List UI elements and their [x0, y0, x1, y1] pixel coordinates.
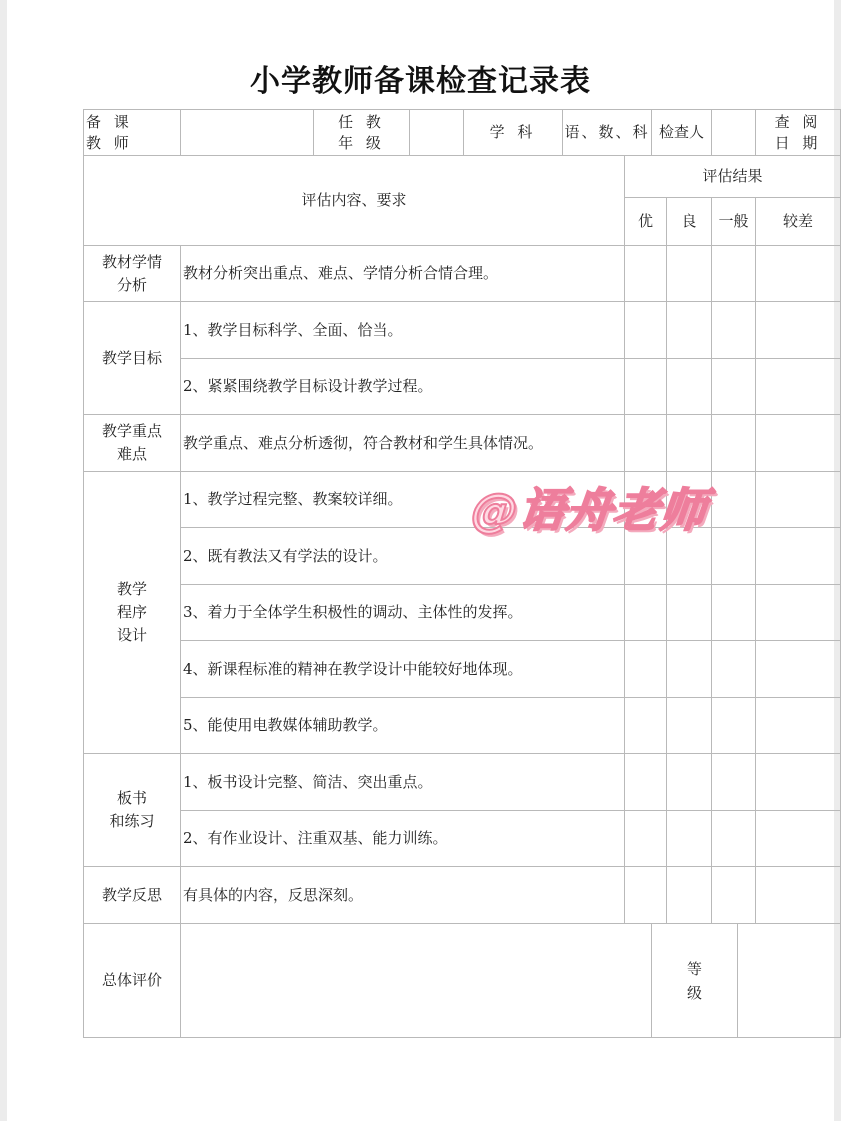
content-header: 评估内容、要求	[84, 156, 625, 246]
rating-cell-average[interactable]	[712, 246, 756, 302]
subject-value[interactable]: 语、数、科	[563, 110, 652, 156]
category-cell: 教学重点 难点	[84, 415, 181, 472]
rating-header-poor: 较差	[756, 198, 841, 246]
rating-cell-good[interactable]	[667, 811, 712, 867]
rating-cell-excellent[interactable]	[625, 754, 667, 811]
criterion-cell: 4、新课程标准的精神在教学设计中能较好地体现。	[181, 641, 625, 698]
criterion-cell: 教材分析突出重点、难点、学情分析合情合理。	[181, 246, 625, 302]
table-row	[84, 641, 841, 698]
table-row	[84, 698, 841, 754]
rating-cell-average[interactable]	[712, 641, 756, 698]
rating-cell-good[interactable]	[667, 415, 712, 472]
rating-cell-good[interactable]	[667, 754, 712, 811]
rating-cell-excellent[interactable]	[625, 585, 667, 641]
rating-cell-average[interactable]	[712, 698, 756, 754]
criterion-cell: 2、紧紧围绕教学目标设计教学过程。	[181, 359, 625, 415]
rating-cell-poor[interactable]	[756, 811, 841, 867]
criterion-cell: 3、着力于全体学生积极性的调动、主体性的发挥。	[181, 585, 625, 641]
rating-cell-average[interactable]	[712, 585, 756, 641]
table-head-row	[84, 156, 841, 198]
rating-cell-excellent[interactable]	[625, 811, 667, 867]
criterion-cell: 1、教学过程完整、教案较详细。	[181, 472, 625, 528]
grade-label: 任 教 年 级	[314, 110, 410, 156]
rating-cell-average[interactable]	[712, 415, 756, 472]
rating-cell-average[interactable]	[712, 754, 756, 811]
page-title: 小学教师备课检查记录表	[250, 64, 591, 99]
category-cell: 教学目标	[84, 302, 181, 415]
watermark-text: @语舟老师	[469, 483, 710, 537]
rating-cell-poor[interactable]	[756, 246, 841, 302]
table-row	[84, 359, 841, 415]
overall-grade-label: 等 级	[652, 924, 738, 1038]
inspector-label: 检查人	[652, 110, 712, 156]
rating-cell-good[interactable]	[667, 641, 712, 698]
rating-cell-excellent[interactable]	[625, 359, 667, 415]
rating-cell-poor[interactable]	[756, 754, 841, 811]
table-row	[84, 811, 841, 867]
criterion-cell: 有具体的内容，反思深刻。	[181, 867, 625, 924]
rating-cell-good[interactable]	[667, 359, 712, 415]
rating-cell-average[interactable]	[712, 811, 756, 867]
criterion-cell: 5、能使用电教媒体辅助教学。	[181, 698, 625, 754]
criterion-cell: 教学重点、难点分析透彻，符合教材和学生具体情况。	[181, 415, 625, 472]
overall-value[interactable]	[181, 924, 652, 1038]
rating-cell-good[interactable]	[667, 302, 712, 359]
rating-cell-excellent[interactable]	[625, 641, 667, 698]
category-cell: 教学反思	[84, 867, 181, 924]
criterion-cell: 2、有作业设计、注重双基、能力训练。	[181, 811, 625, 867]
rating-cell-poor[interactable]	[756, 359, 841, 415]
date-label: 查 阅 日 期	[756, 110, 841, 156]
criterion-cell: 1、板书设计完整、简洁、突出重点。	[181, 754, 625, 811]
rating-cell-poor[interactable]	[756, 302, 841, 359]
result-header: 评估结果	[625, 156, 841, 198]
rating-cell-good[interactable]	[667, 246, 712, 302]
teacher-value[interactable]	[181, 110, 314, 156]
rating-cell-excellent[interactable]	[625, 867, 667, 924]
rating-cell-average[interactable]	[712, 359, 756, 415]
inspector-value[interactable]	[712, 110, 756, 156]
rating-cell-excellent[interactable]	[625, 698, 667, 754]
rating-cell-average[interactable]	[712, 867, 756, 924]
rating-cell-poor[interactable]	[756, 867, 841, 924]
teacher-label: 备 课 教 师	[84, 110, 181, 156]
table-row	[84, 246, 841, 302]
table-row	[84, 302, 841, 359]
header-info-row	[84, 110, 841, 156]
rating-cell-excellent[interactable]	[625, 302, 667, 359]
grade-value[interactable]	[410, 110, 464, 156]
rating-cell-poor[interactable]	[756, 641, 841, 698]
overall-row	[84, 924, 841, 1038]
rating-header-good: 良	[667, 198, 712, 246]
rating-cell-poor[interactable]	[756, 415, 841, 472]
rating-cell-good[interactable]	[667, 585, 712, 641]
rating-cell-excellent[interactable]	[625, 246, 667, 302]
inspection-form-table	[83, 109, 841, 1038]
rating-cell-good[interactable]	[667, 698, 712, 754]
overall-label: 总体评价	[84, 924, 181, 1038]
subject-label: 学 科	[464, 110, 563, 156]
rating-header-average: 一般	[712, 198, 756, 246]
rating-cell-poor[interactable]	[756, 585, 841, 641]
overall-grade-value[interactable]	[738, 924, 841, 1038]
table-row	[84, 754, 841, 811]
category-cell: 教学 程序 设计	[84, 472, 181, 754]
table-row	[84, 415, 841, 472]
criterion-cell: 2、既有教法又有学法的设计。	[181, 528, 625, 585]
category-cell: 教材学情 分析	[84, 246, 181, 302]
rating-cell-poor[interactable]	[756, 698, 841, 754]
rating-cell-excellent[interactable]	[625, 415, 667, 472]
rating-cell-good[interactable]	[667, 867, 712, 924]
rating-header-excellent: 优	[625, 198, 667, 246]
criterion-cell: 1、教学目标科学、全面、恰当。	[181, 302, 625, 359]
table-row	[84, 585, 841, 641]
category-cell: 板书 和练习	[84, 754, 181, 867]
rating-cell-average[interactable]	[712, 302, 756, 359]
table-row	[84, 867, 841, 924]
